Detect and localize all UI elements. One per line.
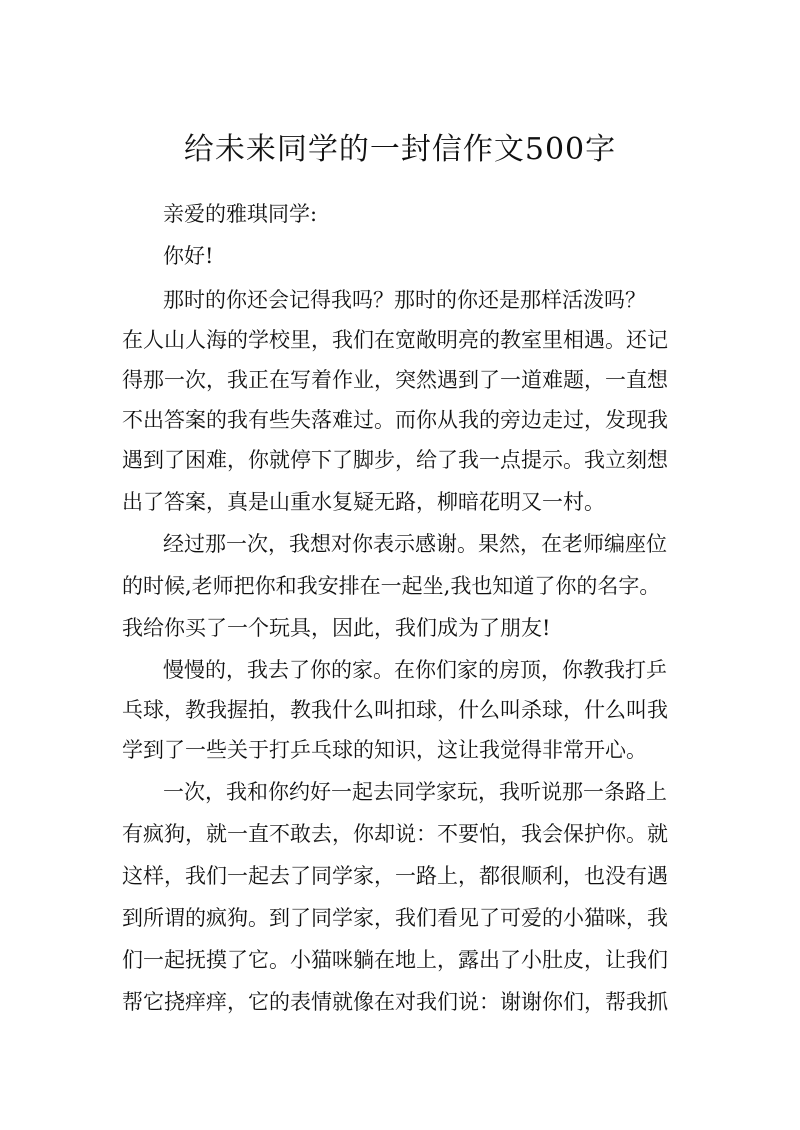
paragraph-1-line-1: 那时的你还会记得我吗？那时的你还是那样活泼吗？ bbox=[163, 288, 646, 312]
paragraph-3-line-3: 学到了一些关于打乒乓球的知识，这让我觉得非常开心。 bbox=[122, 738, 647, 762]
paragraph-4-line-4: 到所谓的疯狗。到了同学家，我们看见了可爱的小猫咪，我 bbox=[122, 906, 668, 930]
paragraph-1-line-2: 在人山人海的学校里，我们在宽敞明亮的教室里相遇。还记 bbox=[122, 328, 668, 352]
paragraph-1-line-6: 出了答案，真是山重水复疑无路，柳暗花明又一村。 bbox=[122, 490, 605, 514]
paragraph-2-line-2: 的时候,老师把你和我安排在一起坐,我也知道了你的名字。 bbox=[122, 574, 661, 598]
paragraph-4-line-1: 一次，我和你约好一起去同学家玩，我听说那一条路上 bbox=[163, 780, 667, 804]
hello-line: 你好! bbox=[163, 244, 214, 268]
paragraph-3-line-1: 慢慢的，我去了你的家。在你们家的房顶，你教我打乒 bbox=[163, 658, 667, 682]
paragraph-4-line-2: 有疯狗，就一直不敢去，你却说：不要怕，我会保护你。就 bbox=[122, 822, 668, 846]
paragraph-3-line-2: 乓球，教我握拍，教我什么叫扣球，什么叫杀球，什么叫我 bbox=[122, 698, 668, 722]
paragraph-4-line-5: 们一起抚摸了它。小猫咪躺在地上，露出了小肚皮，让我们 bbox=[122, 948, 668, 972]
paragraph-4-line-3: 这样，我们一起去了同学家，一路上，都很顺利，也没有遇 bbox=[122, 864, 668, 888]
paragraph-1-line-4: 不出答案的我有些失落难过。而你从我的旁边走过，发现我 bbox=[122, 408, 668, 432]
paragraph-1-line-3: 得那一次，我正在写着作业，突然遇到了一道难题，一直想 bbox=[122, 368, 668, 392]
document-title: 给未来同学的一封信作文500字 bbox=[183, 132, 617, 167]
paragraph-2-line-3: 我给你买了一个玩具，因此，我们成为了朋友! bbox=[122, 616, 551, 640]
paragraph-4-line-6: 帮它挠痒痒，它的表情就像在对我们说：谢谢你们，帮我抓 bbox=[122, 990, 668, 1014]
paragraph-1-line-5: 遇到了困难，你就停下了脚步，给了我一点提示。我立刻想 bbox=[122, 448, 668, 472]
paragraph-2-line-1: 经过那一次，我想对你表示感谢。果然，在老师编座位 bbox=[163, 532, 667, 556]
greeting-line: 亲爱的雅琪同学: bbox=[163, 202, 318, 226]
